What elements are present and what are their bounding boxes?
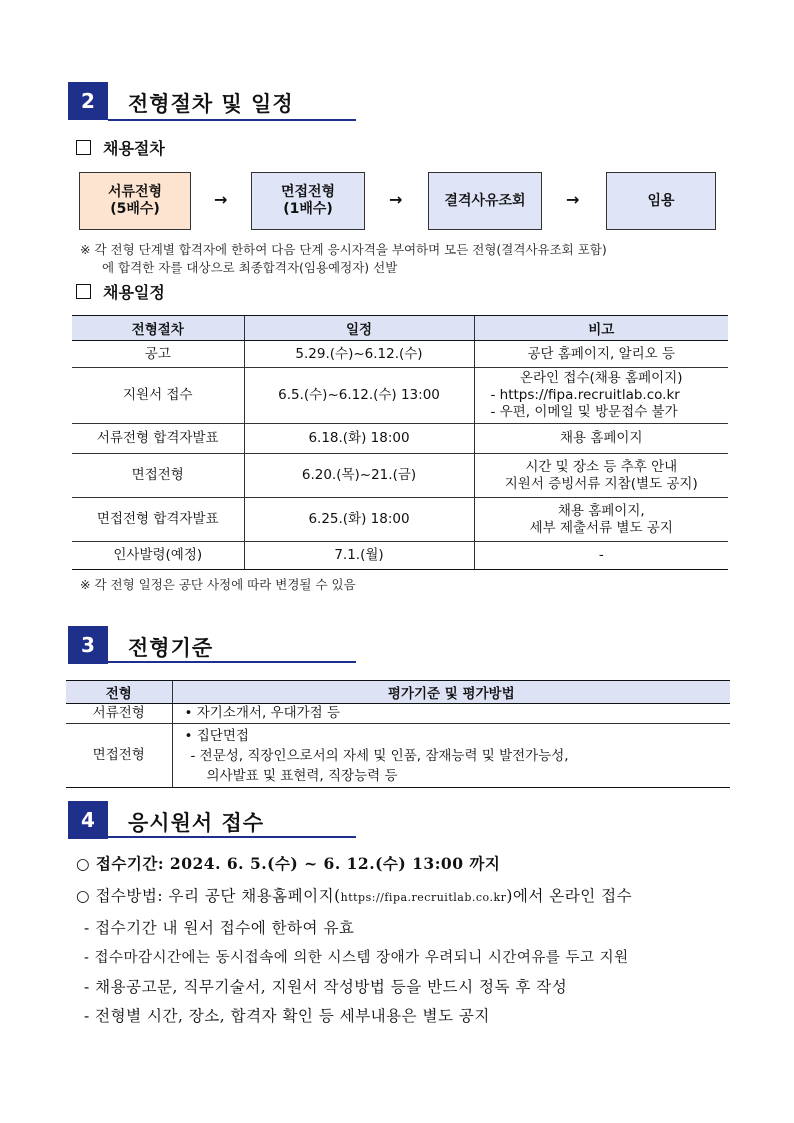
table-row [72,368,728,424]
bullet-4: - 전형별 시간, 장소, 합격자 확인 등 세부내용은 별도 공지 [84,1007,490,1025]
cell-stage: 면접전형 합격자발표 [72,498,244,542]
cell-date: 6.18.(화) 18:00 [244,424,474,454]
table-row [66,704,730,724]
procedure-note [80,241,740,277]
criteria-table [66,680,730,788]
cell-remarks [474,498,728,542]
criteria-line: 의사발표 및 표현력, 직장능력 등 [206,767,398,784]
table-row [72,498,728,542]
table-row [72,424,728,454]
schedule-heading-text: 채용일정 [103,283,165,302]
step-document-screening [79,172,191,230]
col-header-date: 일정 [244,316,474,341]
step-disqualification-check [428,172,542,230]
method-prefix: ○ 접수방법: 우리 공단 채용홈페이지( [76,887,341,905]
arrow-icon: → [214,190,228,209]
procedure-heading [76,136,165,159]
cell-stage: 공고 [72,341,244,368]
cell-remarks [474,454,728,498]
step-interview [251,172,365,230]
cell-remarks [474,368,728,424]
cell-remarks: 채용 홈페이지 [474,424,728,454]
step-label: 임용 [647,192,675,209]
col-header-stage: 전형 [66,681,172,704]
cell-stage: 면접전형 [72,454,244,498]
section-3-number: 3 [68,626,108,664]
cell-date: 7.1.(월) [244,542,474,570]
step-sub: (5배수) [110,201,160,217]
application-method [76,884,632,906]
schedule-note: ※ 각 전형 일정은 공단 사정에 따라 변경될 수 있음 [80,577,356,592]
cell-remarks: - [474,542,728,570]
bullet-1: - 접수기간 내 원서 접수에 한하여 유효 [84,919,355,937]
col-header-remarks: 비고 [474,316,728,341]
step-label: 면접전형 [280,184,336,200]
step-sub: (1배수) [283,201,333,217]
table-row [72,454,728,498]
checkbox-icon [76,140,91,155]
remarks-line: 채용 홈페이지, [557,502,645,519]
section-2-number: 2 [68,82,108,120]
checkbox-icon [76,284,91,299]
cell-criteria: • 자기소개서, 우대가점 등 [172,704,730,724]
cell-criteria [172,724,730,788]
table-row [72,341,728,368]
application-period: ○ 접수기간: 2024. 6. 5.(수) ~ 6. 12.(수) 13:00 까지 [76,854,501,873]
section-3-underline [108,661,356,663]
procedure-note-line2: 에 합격한 자를 대상으로 최종합격자(임용예정자) 선발 [102,260,398,275]
remarks-line: - 우편, 이메일 및 방문접수 불가 [490,404,678,420]
cell-date: 6.25.(화) 18:00 [244,498,474,542]
cell-stage: 서류전형 합격자발표 [72,424,244,454]
cell-stage: 서류전형 [66,704,172,724]
section-2-title: 전형절차 및 일정 [128,92,294,116]
step-label: 서류전형 [107,184,163,200]
schedule-table [72,315,728,570]
cell-date: 6.5.(수)~6.12.(수) 13:00 [244,368,474,424]
step-appointment [606,172,716,230]
remarks-line: 시간 및 장소 등 추후 안내 [525,458,678,475]
table-row [72,542,728,570]
cell-date: 6.20.(목)~21.(금) [244,454,474,498]
section-4-title: 응시원서 접수 [128,811,265,835]
remarks-line: 지원서 증빙서류 지참(별도 공지) [504,475,698,492]
cell-date: 5.29.(수)~6.12.(수) [244,341,474,368]
schedule-heading [76,280,165,303]
method-suffix: )에서 온라인 접수 [506,887,633,905]
arrow-icon: → [566,190,580,209]
step-label: 결격사유조회 [444,192,526,209]
cell-stage: 지원서 접수 [72,368,244,424]
section-4-number: 4 [68,801,108,839]
col-header-criteria: 평가기준 및 평가방법 [172,681,730,704]
cell-stage: 인사발령(예정) [72,542,244,570]
cell-stage: 면접전형 [66,724,172,788]
bullet-3: - 채용공고문, 직무기술서, 지원서 작성방법 등을 반드시 정독 후 작성 [84,978,568,996]
remarks-line: 온라인 접수(채용 홈페이지) [519,370,683,386]
criteria-line: • 집단면접 [184,727,249,744]
bullet-2: - 접수마감시간에는 동시접속에 의한 시스템 장애가 우려되니 시간여유를 두고 지원 [84,950,629,966]
recruit-homepage-link[interactable]: https://fipa.recruitlab.co.kr [340,891,507,904]
criteria-line: - 전문성, 직장인으로서의 자세 및 인품, 잠재능력 및 발전가능성, [190,747,569,764]
recruit-link[interactable]: - https://fipa.recruitlab.co.kr [490,387,680,403]
procedure-heading-text: 채용절차 [103,139,165,158]
cell-remarks: 공단 홈페이지, 알리오 등 [474,341,728,368]
section-2-underline [108,119,356,121]
arrow-icon: → [389,190,403,209]
col-header-stage: 전형절차 [72,316,244,341]
table-row [66,724,730,788]
remarks-line: 세부 제출서류 별도 공지 [529,519,673,536]
section-4-underline [108,836,356,838]
procedure-note-line1: ※ 각 전형 단계별 합격자에 한하여 다음 단계 응시자격을 부여하며 모든 전형(결격사유조회 포함) [80,242,607,257]
section-3-title: 전형기준 [128,636,214,660]
